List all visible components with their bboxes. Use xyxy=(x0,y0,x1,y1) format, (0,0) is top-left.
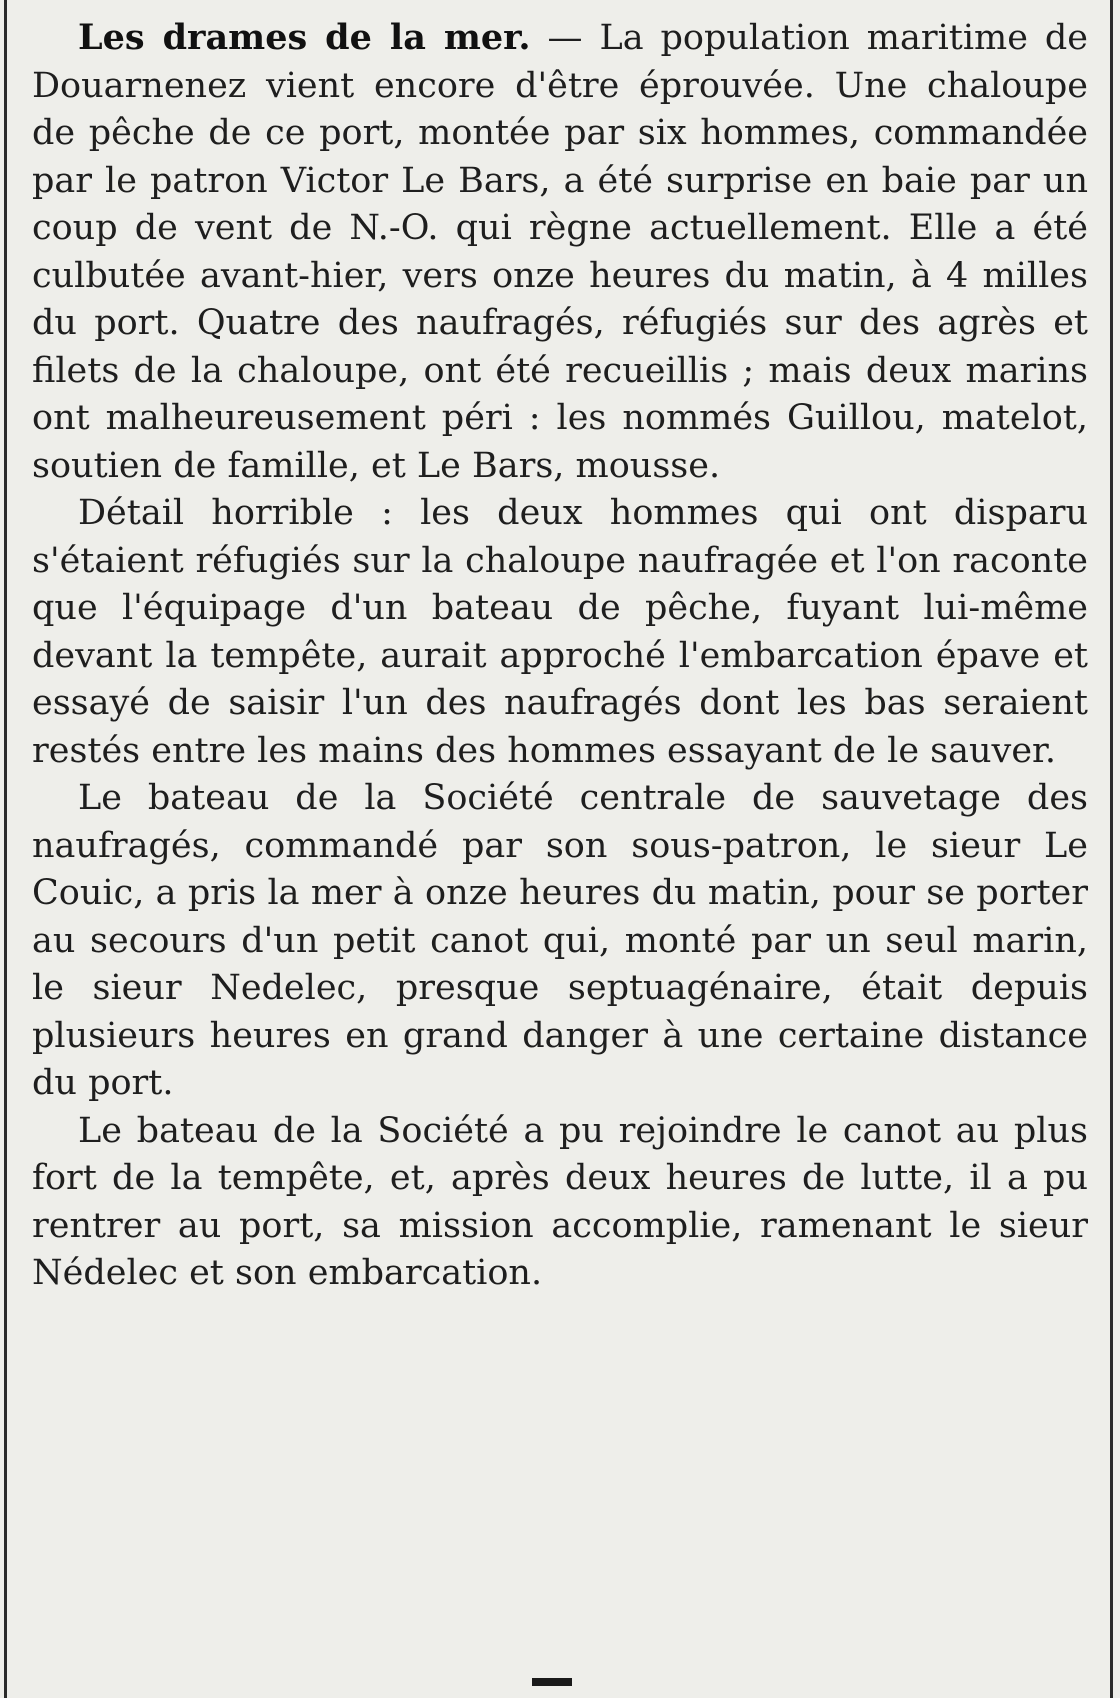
news-article xyxy=(32,14,1088,1298)
column-rule-left xyxy=(4,0,7,1698)
article-paragraph-1 xyxy=(32,14,1088,490)
article-headline: Les drames de la mer. xyxy=(78,17,531,58)
column-rule-right xyxy=(1110,0,1113,1698)
article-paragraph-2: Détail horrible : les deux hommes qui ont disparu s'étaient réfugiés sur la chaloupe naufragée et l'on raconte que l'équipage d'un bateau de pêche, fuyant lui-même devant la tempête, aurait approché l'embarcation épave et essayé de saisir l'un des naufragés dont les bas seraient restés entre les mains des hommes essayant de le sauver. xyxy=(32,493,1088,771)
article-paragraph-3: Le bateau de la Société centrale de sauvetage des naufragés, commandé par son sous-patron, le sieur Le Couic, a pris la mer à onze heures du matin, pour se porter au secours d'un petit canot qui, monté par un seul marin, le sieur Nedelec, presque septuagénaire, était depuis plusieurs heures en grand danger à une certaine distance du port. xyxy=(32,778,1088,1103)
article-end-dash xyxy=(532,1678,572,1686)
article-paragraph-4: Le bateau de la Société a pu rejoindre le canot au plus fort de la tempête, et, après deux heures de lutte, il a pu rentrer au port, sa mission accomplie, ramenant le sieur Nédelec et son embarcation. xyxy=(32,1110,1088,1293)
paragraph-1-text: — La population maritime de Douarnenez vient encore d'être éprouvée. Une chaloupe de pêche de ce port, montée par six hommes, commandée par le patron Victor Le Bars, a été surprise en baie par un coup de vent de N.-O. qui règne actuellement. Elle a été culbutée avant-hier, vers onze heures du matin, à 4 milles du port. Quatre des naufragés, réfugiés sur des agrès et filets de la chaloupe, ont été recueillis ; mais deux marins ont malheureusement péri : les nommés Guillou, matelot, soutien de famille, et Le Bars, mousse. xyxy=(32,18,1088,486)
